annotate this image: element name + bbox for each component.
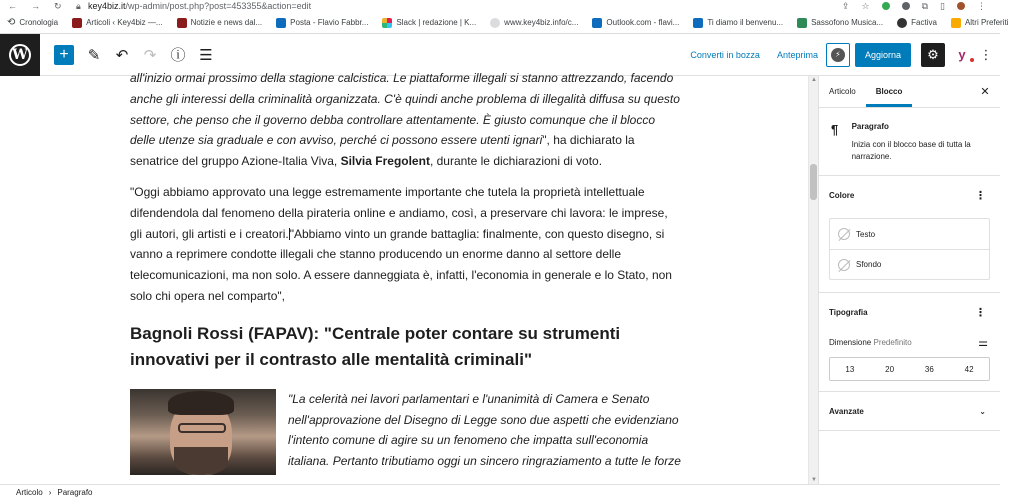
redo-icon[interactable]: ↷	[143, 46, 157, 64]
extension-icon[interactable]	[902, 2, 910, 10]
globe-icon	[490, 18, 500, 28]
paragraph-block[interactable]	[130, 68, 682, 172]
sidebar-icon[interactable]: ▯	[940, 0, 945, 11]
address-bar[interactable]	[88, 1, 311, 11]
bookmark-label: Cronologia	[19, 18, 59, 27]
back-arrow-icon[interactable]: ←	[8, 0, 17, 11]
scroll-down-icon[interactable]: ▼	[811, 477, 817, 483]
font-size-label: Dimensione	[829, 337, 872, 347]
bookmark-item[interactable]	[65, 18, 169, 28]
color-panel-title: Colore	[829, 190, 855, 200]
breadcrumb-root[interactable]: Articolo	[16, 488, 43, 497]
text-color-option[interactable]	[830, 219, 989, 249]
heading-block[interactable]: Bagnoli Rossi (FAPAV): "Centrale poter contare su strumenti innovativi per il contrasto alle mentalità criminali"	[130, 323, 621, 369]
add-block-button[interactable]: +	[54, 45, 74, 65]
settings-sidebar	[818, 76, 1000, 484]
chevron-right-icon: ›	[48, 488, 52, 497]
media-text-block[interactable]	[130, 389, 682, 475]
paragraph-text: , durante le dichiarazioni di voto.	[429, 154, 603, 169]
scrollbar-thumb[interactable]	[810, 164, 817, 200]
outlook-icon	[693, 18, 703, 28]
portrait-glasses	[178, 423, 226, 433]
extensions-puzzle-icon[interactable]: ⧉	[921, 0, 929, 11]
bookmark-label: Ti diamo il benvenu...	[707, 18, 784, 27]
portrait-beard	[174, 447, 228, 475]
outlook-icon	[592, 18, 602, 28]
font-size-option[interactable]: 20	[885, 364, 895, 374]
empty-swatch-icon	[838, 259, 850, 271]
bookmark-item[interactable]	[585, 18, 686, 28]
bookmark-label: Slack | redazione | K...	[396, 18, 477, 27]
paragraph-icon: ¶	[831, 122, 839, 137]
bookmark-item[interactable]	[790, 18, 890, 28]
bookmark-label: www.key4biz.info/c...	[504, 18, 579, 27]
background-color-option[interactable]	[830, 249, 989, 279]
key4biz-favicon	[177, 18, 187, 28]
editor-scrollbar[interactable]	[808, 76, 818, 484]
reload-icon[interactable]: ↻	[54, 0, 62, 11]
options-kebab-icon[interactable]: ⋮	[979, 46, 993, 62]
factiva-icon	[897, 18, 907, 28]
paragraph-text: "Abbiamo vinto un grande battaglia: finalmente, con questo disegno, si vanno a reprimere condotte illegali che stanno producendo un enorme danno al settore delle telecomunicazioni, ma non solo. A essere danneggiata è, infatti, l'economia in generale e lo Stato, non solo chi opera nel comparto",	[130, 226, 672, 303]
post-content	[130, 68, 682, 475]
browser-menu-icon[interactable]: ⋮	[977, 0, 986, 11]
forward-arrow-icon[interactable]: →	[31, 0, 40, 11]
chevron-down-icon: ⌄	[979, 406, 986, 416]
convert-to-draft-button[interactable]: Converti in bozza	[690, 49, 760, 60]
editor-canvas	[0, 71, 808, 484]
share-icon[interactable]: ⇪	[841, 0, 850, 11]
block-breadcrumb	[0, 484, 1000, 500]
sidebar-tabs	[819, 76, 1000, 108]
bookmark-folder-more[interactable]	[944, 18, 1016, 28]
outlook-icon	[276, 18, 286, 28]
key4biz-favicon	[72, 18, 82, 28]
bookmark-item[interactable]	[269, 18, 375, 28]
bookmark-item[interactable]	[890, 18, 944, 28]
list-view-icon[interactable]: ☰	[199, 46, 213, 64]
block-description: Inizia con il blocco base di tutta la narrazione.	[851, 140, 971, 161]
lock-icon[interactable]: 🔒︎	[76, 0, 81, 11]
color-options	[829, 218, 990, 280]
typography-options-kebab-icon[interactable]: ⋮	[975, 306, 986, 319]
text-color-label: Testo	[856, 229, 876, 239]
paragraph-block-selected[interactable]	[130, 182, 682, 307]
bookmark-label: Outlook.com - flavi...	[606, 18, 680, 27]
profile-avatar[interactable]	[957, 2, 965, 10]
browser-url-bar	[0, 0, 1000, 12]
font-size-option[interactable]: 13	[845, 364, 855, 374]
font-size-picker	[829, 357, 990, 381]
bookmark-label: Factiva	[911, 18, 937, 27]
bookmark-item[interactable]	[375, 18, 483, 28]
star-icon[interactable]: ☆	[861, 0, 870, 11]
typography-panel-header[interactable]	[819, 293, 1000, 331]
wordpress-icon: W	[9, 44, 31, 66]
background-color-label: Sfondo	[856, 260, 882, 269]
url-host: key4biz.it	[88, 1, 126, 11]
folder-icon	[951, 18, 961, 28]
close-icon[interactable]: ✕	[980, 86, 990, 98]
color-options-kebab-icon[interactable]: ⋮	[975, 189, 986, 202]
empty-swatch-icon	[838, 228, 850, 240]
portrait-image[interactable]	[130, 389, 276, 475]
font-size-row	[819, 331, 1000, 353]
extension-icon[interactable]	[882, 2, 890, 10]
history-icon: ⟲	[7, 17, 16, 28]
breadcrumb-current[interactable]: Paragrafo	[57, 488, 93, 497]
typography-panel-title: Tipografia	[829, 307, 868, 317]
divider	[819, 430, 1000, 431]
advanced-panel-title: Avanzate	[829, 406, 864, 416]
paragraph-italic-quote: all'inizio ormai prossimo della stagione calcistica. Le piattaforme illegali si stanno attrezzando, facendo anche gli interessi della criminalità organizzata. C'è quindi anche problema di illegalità diffusa su questo settore, che penso che il governo debba controllare attentamente. È giusto comunque che il blocco delle utenze sia graduale e con avviso, perché ci possono essere utenti ignari	[130, 71, 680, 148]
bookmark-item[interactable]	[0, 17, 65, 28]
font-size-option[interactable]: 36	[924, 364, 934, 374]
font-size-value: Predefinito	[873, 337, 912, 347]
jetpack-icon: ⚡︎	[831, 48, 845, 62]
browser-nav	[0, 1, 76, 12]
bookmark-label: Altri Preferiti	[964, 18, 1009, 27]
custom-size-sliders-icon[interactable]: ⚌	[978, 336, 988, 349]
quote-paragraph[interactable]: "La celerità nei lavori parlamentari e l'unanimità di Camera e Senato nell'approvazione del Disegno di Legge sono due aspetti che evidenziano l'intento comune di agire su un fenomeno che impatta sull'economia italiana. Pertanto tributiamo oggi un sincero ringraziamento a tutte le forze	[288, 391, 681, 469]
color-panel-header[interactable]	[819, 176, 1000, 214]
tab-post[interactable]: Articolo	[829, 87, 856, 96]
portrait-hair	[168, 391, 234, 415]
yoast-seo-icon[interactable]: y	[952, 45, 972, 65]
bookmark-item[interactable]	[170, 18, 270, 28]
wordpress-logo-button[interactable]	[0, 34, 40, 76]
bookmark-label: Sassofono Musica...	[811, 18, 884, 27]
undo-icon[interactable]: ↶	[115, 46, 129, 64]
edit-pencil-icon[interactable]: ✎	[87, 46, 101, 64]
bookmark-label: Posta - Flavio Fabbr...	[290, 18, 369, 27]
block-title: Paragrafo	[851, 122, 889, 131]
paragraph-text: ", ha dichiarato la senatrice del gruppo Azione-Italia Viva,	[130, 133, 635, 169]
paragraph-text: "Oggi abbiamo approvato una legge estremamente importante che tutela la proprietà intellettuale difendendola dal fenomeno della pirateria online e andiamo, così, a preservare chi lavora: le imprese, gli autori, gli artisti e i creatori.	[130, 184, 668, 241]
senator-name: Silvia Fregolent	[340, 154, 430, 169]
font-size-option[interactable]: 42	[964, 364, 974, 374]
bookmark-item[interactable]	[483, 18, 585, 28]
preview-button[interactable]: Anteprima	[776, 49, 818, 60]
jetpack-button[interactable]	[826, 43, 850, 67]
advanced-panel-header[interactable]	[819, 392, 1000, 430]
block-card	[819, 108, 1000, 176]
url-path: /wp-admin/post.php?post=453355&action=edit	[125, 1, 312, 11]
tab-block[interactable]: Blocco	[866, 76, 913, 107]
slack-icon	[382, 18, 392, 28]
bookmark-label: Articoli ‹ Key4biz —...	[86, 18, 163, 27]
update-button[interactable]: Aggiorna	[855, 43, 911, 67]
bookmark-item[interactable]	[686, 18, 790, 28]
dk-favicon	[797, 18, 807, 28]
settings-gear-icon[interactable]: ⚙	[921, 43, 945, 67]
scroll-up-icon[interactable]: ▲	[811, 77, 817, 83]
bookmark-label: Notizie e news dal...	[190, 18, 263, 27]
bookmarks-bar	[0, 12, 1009, 34]
details-info-icon[interactable]: ⓘ	[170, 47, 186, 64]
